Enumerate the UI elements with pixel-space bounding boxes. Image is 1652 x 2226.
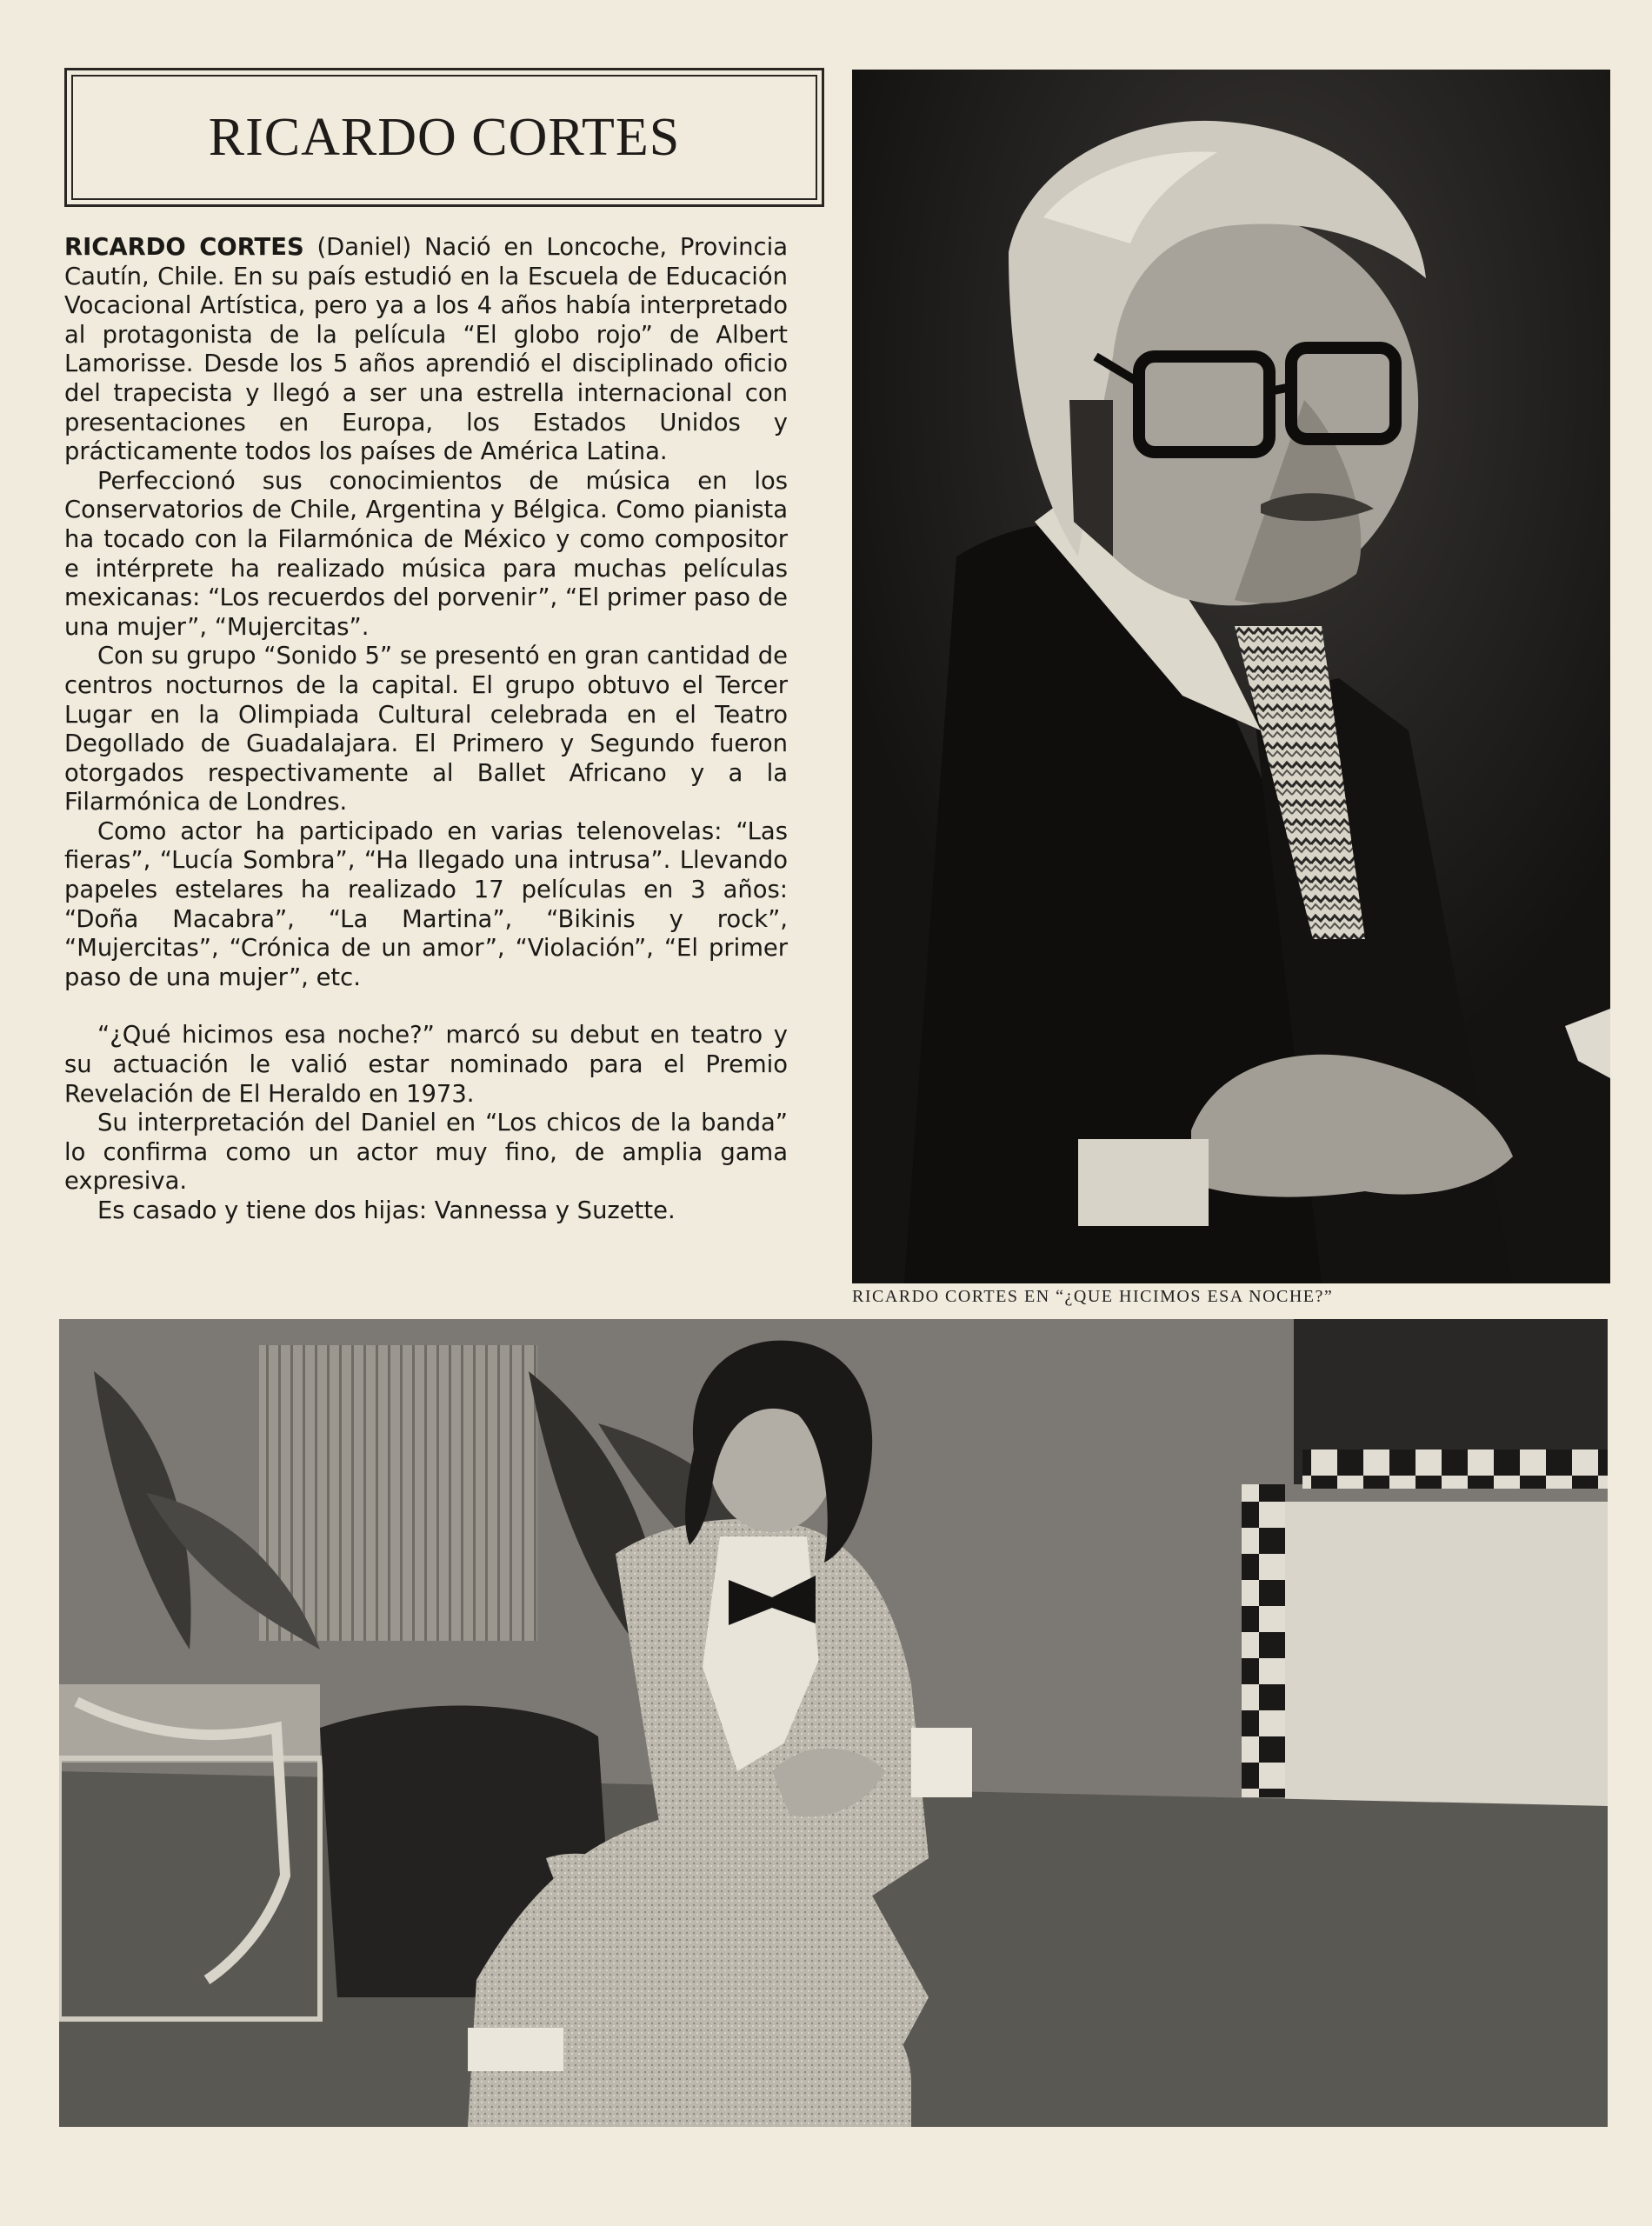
- biography-text: [64, 233, 788, 1226]
- bio-paragraph-1-text: (Daniel) Nació en Loncoche, Provincia Cautín, Chile. En su país estudió en la Escuela de Educación Vocacional Artística, pero ya a los 4 años había interpretado al protagonista de la película “El globo rojo” de Albert Lamorisse. Desde los 5 años aprendió el disciplinado oficio del trapecista y llegó a ser una estrella internacional con presentaciones en Europa, los Estados Unidos y prácticamente todos los países de América Latina.: [64, 234, 788, 466]
- bio-paragraph-5: “¿Qué hicimos esa noche?” marcó su debut en teatro y su actuación le valió estar nominado para el Premio Revelación de El Heraldo en 1973.: [64, 1022, 788, 1108]
- bio-paragraph-3: Con su grupo “Sonido 5” se presentó en gran cantidad de centros nocturnos de la capital. El grupo obtuvo el Tercer Lugar en la Olimpiada Cultural celebrada en el Teatro Degollado de Guadalajara. El Primero y Segundo fueron otorgados respectivamente al Ballet Africano y a la Filarmónica de Londres.: [64, 643, 788, 816]
- bio-paragraph-4: Como actor ha participado en varias telenovelas: “Las fieras”, “Lucía Sombra”, “Ha llegado una intrusa”. Llevando papeles estelares ha realizado 17 películas en 3 años: “Doña Macabra”, “La Martina”, “Bikinis y rock”, “Mujercitas”, “Crónica de un amor”, “Violación”, “El primer paso de una mujer”, etc.: [64, 817, 788, 991]
- bio-paragraph-7: Es casado y tiene dos hijas: Vannessa y Suzette.: [97, 1197, 676, 1224]
- page-title: RICARDO CORTES: [208, 107, 681, 167]
- bio-paragraph-6: Su interpretación del Daniel en “Los chicos de la banda” lo confirma como un actor muy fino, de amplia gama expresiva.: [64, 1110, 788, 1196]
- portrait-photo-image: [852, 70, 1610, 1283]
- bio-paragraph-2: Perfeccionó sus conocimientos de música en los Conservatorios de Chile, Argentina y Bélgica. Como pianista ha tocado con la Filarmónica de México y como compositor e intérprete ha realizado música para muchas películas mexicanas: “Los recuerdos del porvenir”, “El primer paso de una mujer”, “Mujercitas”.: [64, 467, 788, 641]
- seated-actor-photo: [59, 1319, 1608, 2127]
- seated-actor-photo-image: [59, 1319, 1608, 2127]
- portrait-photo: [852, 70, 1610, 1283]
- portrait-photo-caption: RICARDO CORTES EN “¿QUE HICIMOS ESA NOCHE?”: [852, 1287, 1334, 1306]
- title-box: [64, 68, 824, 207]
- bio-paragraph-1: [64, 233, 788, 467]
- bio-lead-name: RICARDO CORTES: [64, 234, 304, 261]
